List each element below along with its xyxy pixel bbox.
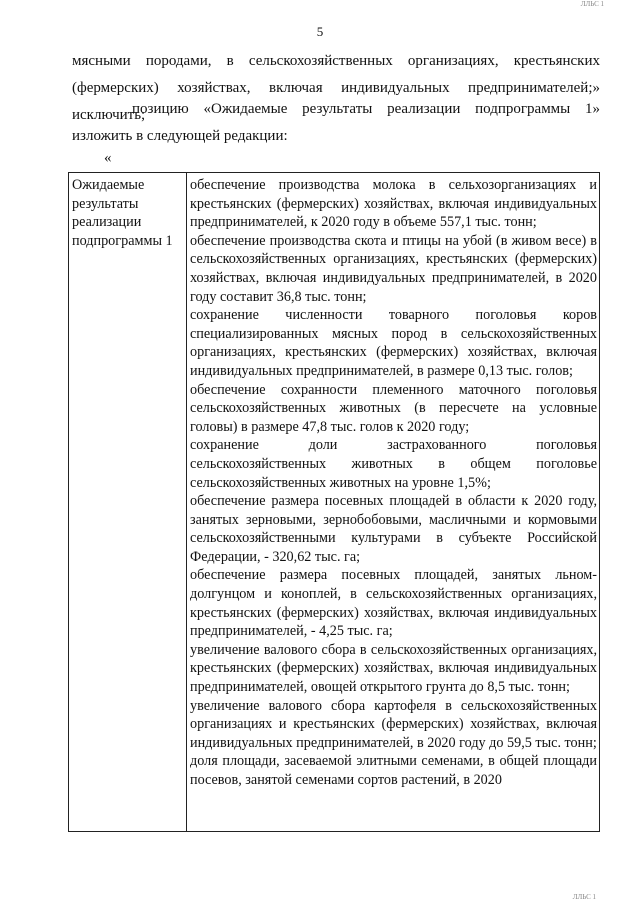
result-item: увеличение валового сбора в сельскохозяйственных организациях, крестьянских (фермерских) хозяйствах, включая индивидуальных предпринимателей, овощей открытого грунта до 8,5 тыс. тонн; bbox=[190, 641, 597, 696]
table-content-cell bbox=[187, 173, 600, 832]
results-table bbox=[68, 172, 600, 832]
result-item: обеспечение размера посевных площадей, занятых льном-долгунцом и коноплей, в сельскохозяйственных организациях, крестьянских (фермерских) хозяйствах, включая индивидуальных предпринимателей, - 4,25 тыс. га; bbox=[190, 567, 597, 640]
page-number: 5 bbox=[316, 24, 324, 39]
body-paragraph-2: позицию «Ожидаемые результаты реализации подпрограммы 1» изложить в следующей редакции: bbox=[72, 101, 600, 144]
table-label-cell: Ожидаемые результаты реализации подпрограммы 1 bbox=[69, 173, 187, 832]
result-item: обеспечение производства скота и птицы на убой (в живом весе) в сельскохозяйственных организациях, крестьянских (фермерских) хозяйствах, включая индивидуальных предпринимателей, в 2020 году составит 36,8 тыс. тонн; bbox=[190, 232, 597, 305]
result-item: обеспечение производства молока в сельхозорганизациях и крестьянских (фермерских) хозяйствах, включая индивидуальных предпринимателей, к 2020 году в объеме 557,1 тыс. тонн; bbox=[190, 177, 597, 231]
result-item: доля площади, засеваемой элитными семенами, в общей площади посевов, занятой семенами сортов растений, в 2020 bbox=[190, 753, 597, 788]
result-item: обеспечение размера посевных площадей в области к 2020 году, занятых зерновыми, зернобобовыми, масличными и кормовыми сельскохозяйственными культурами в субъекте Российской Федерации, - 320,62 тыс. га; bbox=[190, 493, 597, 565]
result-item: сохранение численности товарного поголовья коров специализированных мясных пород в сельскохозяйственных организациях, крестьянских (фермерских) хозяйствах, включая индивидуальных предпринимателей, в размере 0,13 тыс. голов; bbox=[190, 307, 597, 379]
corner-mark-top: ЛЛЬС 1 bbox=[580, 0, 604, 8]
corner-mark-bottom: ЛЛЬС 1 bbox=[572, 893, 596, 901]
body-paragraph-1: мясными породами, в сельскохозяйственных организациях, крестьянских (фермерских) хозяйствах, включая индивидуальных предпринимателей;» исключить; bbox=[72, 53, 600, 123]
result-item: сохранение доли застрахованного поголовья сельскохозяйственных животных в общем поголовье сельскохозяйственных животных на уровне 1,5%; bbox=[190, 437, 597, 491]
table-row bbox=[69, 173, 600, 832]
result-item: увеличение валового сбора картофеля в сельскохозяйственных организациях и крестьянских (фермерских) хозяйствах, включая индивидуальных предпринимателей, в 2020 году до 59,5 тыс. тонн; bbox=[190, 697, 597, 751]
opening-quote: « bbox=[104, 150, 112, 166]
result-item: обеспечение сохранности племенного маточного поголовья сельскохозяйственных животных (в пересчете на условные головы) в размере 47,8 тыс. голов к 2020 году; bbox=[190, 381, 597, 435]
